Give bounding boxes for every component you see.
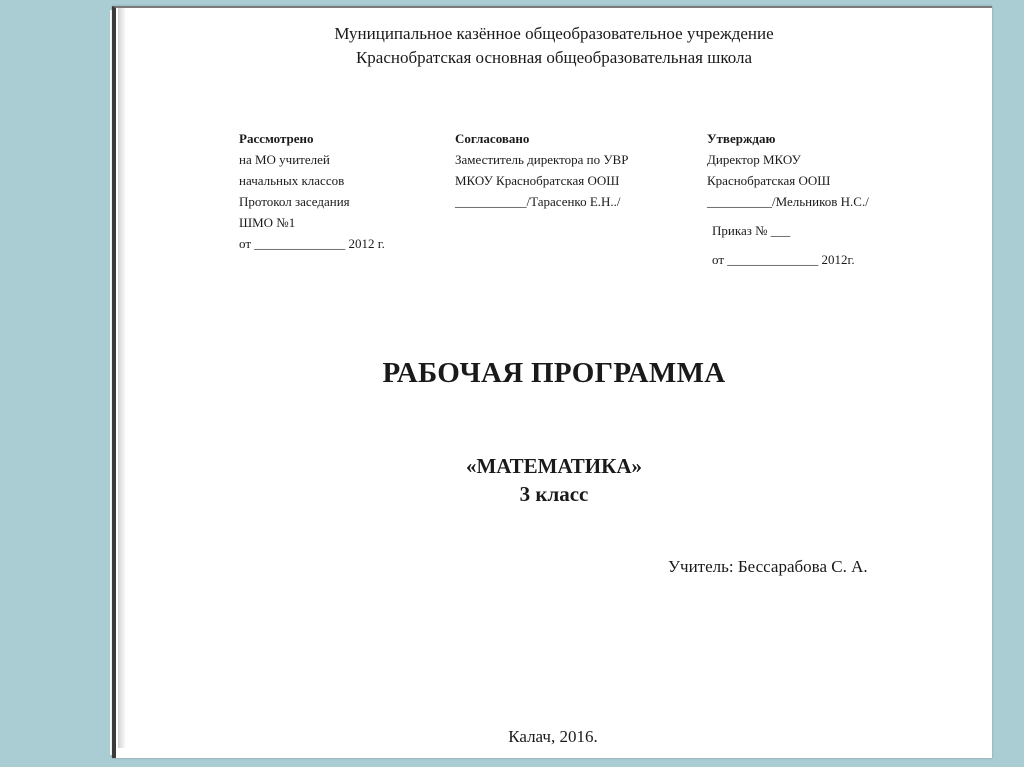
document-title: РАБОЧАЯ ПРОГРАММА xyxy=(382,357,726,389)
block-line: на МО учителей xyxy=(239,152,330,167)
block-line: Директор МКОУ xyxy=(707,152,801,167)
block-line: Заместитель директора по УВР xyxy=(455,152,629,167)
school-name: Краснобратская основная общеобразовательная школа xyxy=(355,48,753,67)
approval-block-reviewed xyxy=(239,128,385,254)
slide-background-left xyxy=(0,0,110,767)
block-signature-line: ___________/Тарасенко Е.Н../ xyxy=(455,194,621,209)
teacher-name: Учитель: Бессарабова С. А. xyxy=(668,557,868,576)
block-date-line: от ______________ 2012 г. xyxy=(239,236,385,251)
block-line: Протокол заседания xyxy=(239,194,350,209)
institution-name: Муниципальное казённое общеобразовательное учреждение xyxy=(334,24,774,43)
block-line: начальных классов xyxy=(239,173,345,188)
block-line: ШМО №1 xyxy=(239,215,296,230)
block-title: Согласовано xyxy=(455,131,530,146)
approval-block-approved xyxy=(707,128,869,270)
block-date-line: от ______________ 2012г. xyxy=(712,252,855,267)
approval-block-agreed xyxy=(455,128,628,212)
block-line: МКОУ Краснобратская ООШ xyxy=(455,173,620,188)
block-title: Рассмотрено xyxy=(239,131,314,146)
place-and-year xyxy=(116,725,1024,749)
block-signature-line: __________/Мельников Н.С./ xyxy=(707,194,869,209)
block-line: Краснобратская ООШ xyxy=(707,173,831,188)
grade-level: 3 класс xyxy=(519,482,589,506)
place-and-year-text: Калач, 2016. xyxy=(508,727,598,746)
block-title: Утверждаю xyxy=(707,131,776,146)
order-number-line: Приказ № ___ xyxy=(712,223,791,238)
subject-name: «МАТЕМАТИКА» xyxy=(465,454,643,478)
